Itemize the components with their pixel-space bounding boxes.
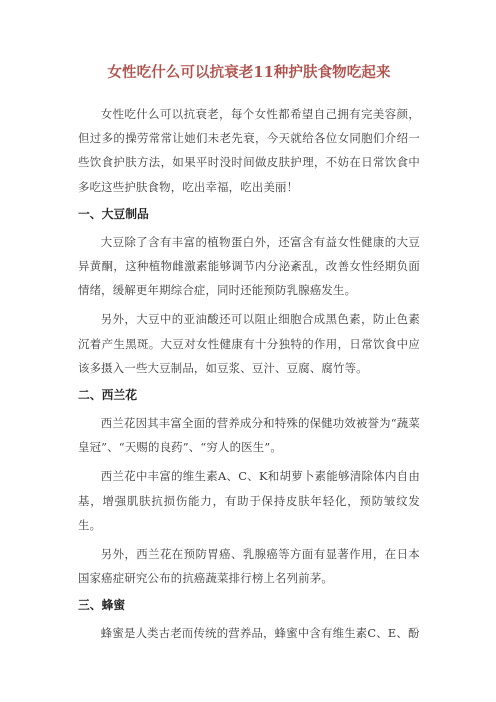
section-paragraph: 另外，大豆中的亚油酸还可以阻止细胞合成黑色素，防止色素沉着产生黑斑。大豆对女性健康有十分独特的作用，日常饮食中应该多摄入一些大豆制品，如豆浆、豆汁、豆腐、腐竹等。	[78, 312, 420, 375]
document-page	[78, 62, 420, 646]
section-heading: 一、大豆制品	[78, 206, 149, 221]
section-broccoli	[78, 384, 420, 590]
section-paragraph: 蜂蜜是人类古老而传统的营养品，蜂蜜中含有维生素C、E、酚	[100, 626, 420, 641]
section-heading: 二、西兰花	[78, 388, 137, 403]
section-paragraph: 西兰花中丰富的维生素A、C、K和胡萝卜素能够清除体内自由基，增强肌肤抗损伤能力，有助于保持皮肤年轻化，预防皱纹发生。	[78, 469, 420, 532]
section-soy	[78, 203, 420, 380]
section-heading: 三、蜂蜜	[78, 598, 126, 613]
document-title: 女性吃什么可以抗衰老11种护肤食物吃起来	[107, 64, 391, 81]
intro-paragraph: 女性吃什么可以抗衰老，每个女性都希望自己拥有完美容颜，但过多的操劳常常让她们未老先衰，今天就给各位女同胞们介绍一些饮食护肤方法，如果平时没时间做皮肤护理，不妨在日常饮食中多吃这些护肤食物，吃出幸福，吃出美丽！	[78, 107, 420, 194]
section-paragraph: 西兰花因其丰富全面的营养成分和特殊的保健功效被誉为“蔬菜皇冠”、“天赐的良药”、“穷人的医生”。	[78, 416, 420, 455]
section-paragraph: 大豆除了含有丰富的植物蛋白外，还富含有益女性健康的大豆异黄酮，这种植物雌激素能够调节内分泌紊乱，改善女性经期负面情绪，缓解更年期综合症，同时还能预防乳腺癌发生。	[78, 234, 420, 298]
section-honey	[78, 594, 420, 645]
section-paragraph: 另外，西兰花在预防胃癌、乳腺癌等方面有显著作用，在日本国家癌症研究公布的抗癌蔬菜排行榜上名列前茅。	[78, 547, 420, 586]
